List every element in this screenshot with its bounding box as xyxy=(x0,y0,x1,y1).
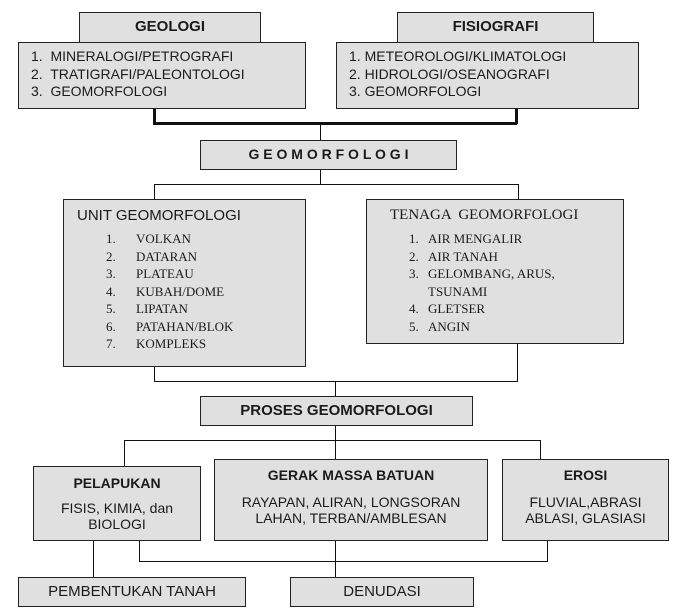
gerak-massa-batuan-box xyxy=(214,459,488,541)
tenaga-geomorfologi-box xyxy=(366,199,624,344)
connector xyxy=(154,366,155,382)
erosi-title: EROSI xyxy=(563,467,608,483)
geologi-item: 2. TRATIGRAFI/PALEONTOLOGI xyxy=(31,65,245,82)
connector xyxy=(139,540,140,562)
tenaga-item: TSUNAMI xyxy=(428,283,488,299)
fisiografi-header: FISIOGRAFI xyxy=(397,12,594,43)
unit-item: 6. PATAHAN/BLOK xyxy=(106,318,234,334)
tenaga-item: 5. ANGIN xyxy=(409,318,470,334)
connector xyxy=(154,184,155,199)
fisiografi-item: 2. HIDROLOGI/OSEANOGRAFI xyxy=(349,65,550,82)
pelapukan-box xyxy=(33,466,201,541)
unit-item: 2. DATARAN xyxy=(106,248,198,264)
connector xyxy=(154,381,518,382)
unit-item: 3. PLATEAU xyxy=(106,266,194,281)
geologi-header: GEOLOGI xyxy=(79,12,261,43)
pembentukan-tanah-box: PEMBENTUKAN TANAH xyxy=(18,577,246,607)
connector xyxy=(139,561,548,562)
connector xyxy=(517,343,518,382)
tenaga-item: 3. GELOMBANG, ARUS, xyxy=(409,266,555,281)
connector xyxy=(320,124,321,140)
connector xyxy=(124,440,541,441)
denudasi-box: DENUDASI xyxy=(290,577,474,607)
connector xyxy=(518,184,519,199)
proses-geomorfologi-box: PROSES GEOMORFOLOGI xyxy=(200,396,473,426)
fisiografi-list xyxy=(336,42,639,109)
connector xyxy=(93,540,94,577)
connector xyxy=(335,540,336,577)
unit-item: 7. KOMPLEKS xyxy=(106,336,207,351)
connector xyxy=(154,184,519,185)
tenaga-title: TENAGA GEOMORFOLOGI xyxy=(390,207,579,223)
tenaga-item: 2. AIR TANAH xyxy=(409,248,498,264)
unit-title: UNIT GEOMORFOLOGI xyxy=(77,207,241,224)
erosi-box xyxy=(502,459,669,541)
connector xyxy=(335,381,336,396)
pelapukan-title: PELAPUKAN xyxy=(73,475,161,491)
unit-item: 4. KUBAH/DOME xyxy=(106,283,225,299)
connector xyxy=(540,440,541,460)
tenaga-item: 1. AIR MENGALIR xyxy=(409,231,523,246)
connector xyxy=(124,440,125,466)
erosi-desc: FLUVIAL,ABRASI ABLASI, GLASIASI xyxy=(525,494,646,526)
connector xyxy=(335,425,336,460)
gerak-title: GERAK MASSA BATUAN xyxy=(267,467,435,483)
unit-list xyxy=(64,224,305,353)
tenaga-list xyxy=(367,224,623,335)
geologi-item: 1. MINERALOGI/PETROGRAFI xyxy=(31,48,234,64)
unit-item: 1. VOLKAN xyxy=(106,231,191,246)
pelapukan-desc: FISIS, KIMIA, dan BIOLOGI xyxy=(60,500,174,532)
unit-item: 5. LIPATAN xyxy=(106,301,188,316)
geologi-item: 3. GEOMORFOLOGI xyxy=(31,83,168,99)
fisiografi-item: 1. METEOROLOGI/KLIMATOLOGI xyxy=(349,48,567,64)
connector xyxy=(153,122,517,125)
tenaga-item: 4. GLETSER xyxy=(409,301,486,316)
unit-geomorfologi-box xyxy=(63,199,306,367)
gerak-desc: RAYAPAN, ALIRAN, LONGSORAN LAHAN, TERBAN/AMBLESAN xyxy=(241,494,461,526)
geologi-list xyxy=(18,42,306,109)
fisiografi-item: 3. GEOMORFOLOGI xyxy=(349,83,482,99)
geomorfologi-box: G E O M O R F O L O G I xyxy=(200,140,457,170)
connector xyxy=(320,169,321,184)
connector xyxy=(547,540,548,562)
